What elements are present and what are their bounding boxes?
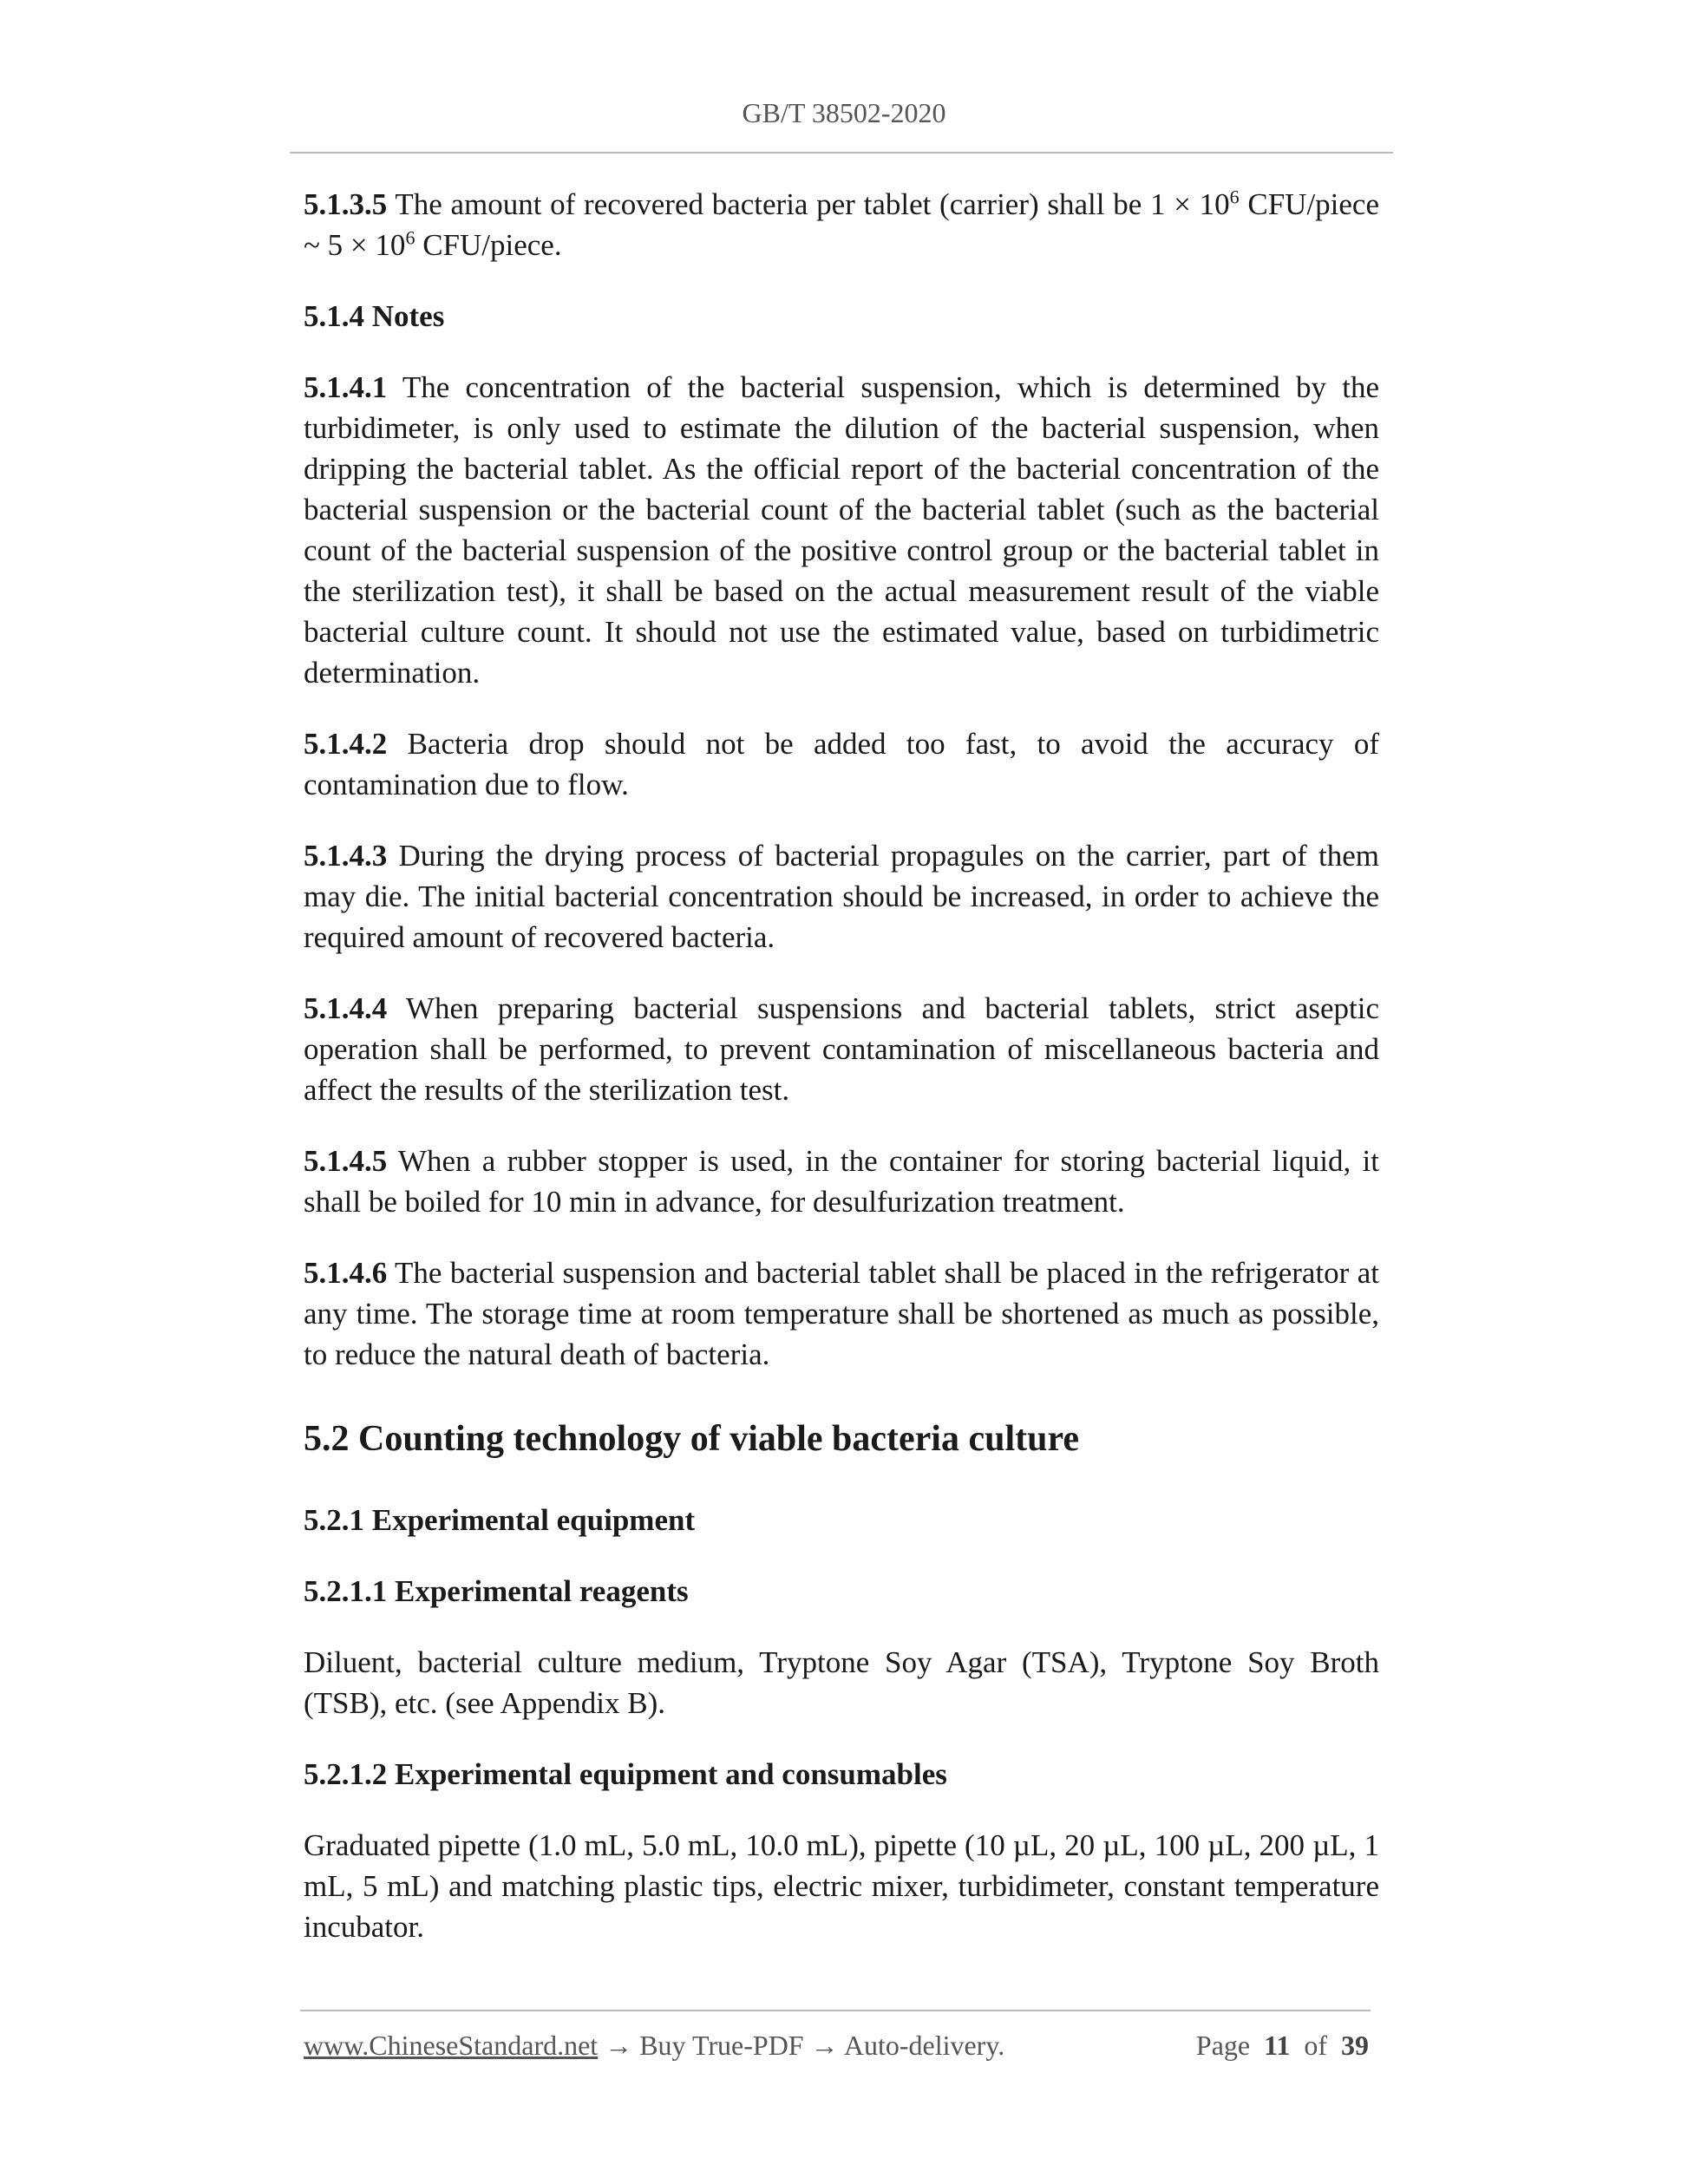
heading-5-2-1: 5.2.1 Experimental equipment	[304, 1503, 696, 1537]
clause-number: 5.1.4.2	[304, 727, 388, 761]
paragraph-text: The bacterial suspension and bacterial tablet shall be placed in the refrigerator at any time. The storage time at room temperature shall be shortened as much as possible, to reduce the natural death of bacteria.	[304, 1256, 1379, 1371]
heading-5-2-1-2: 5.2.1.2 Experimental equipment and consumables	[304, 1757, 947, 1791]
website-link[interactable]: www.ChineseStandard.net	[304, 2030, 599, 2061]
page-footer	[304, 2030, 1369, 2062]
arrow-right-icon: →	[803, 2030, 844, 2061]
paragraph-5-1-4-2	[304, 723, 1379, 805]
arrow-right-icon: →	[598, 2030, 640, 2061]
page-label: Page	[1195, 2030, 1251, 2061]
page-number: 11	[1264, 2030, 1291, 2061]
page-counter	[1196, 2030, 1369, 2062]
buy-pdf-text: Buy True-PDF	[639, 2030, 804, 2061]
paragraph-text: When preparing bacterial suspensions and bacterial tablets, strict aseptic operation shall be performed, to prevent contamination of miscellaneous bacteria and affect the results of the sterilization test.	[304, 991, 1379, 1107]
clause-number: 5.1.4.1	[304, 370, 388, 404]
paragraph-text: The amount of recovered bacteria per tablet (carrier) shall be 1 × 10	[387, 187, 1230, 221]
superscript: 6	[1229, 186, 1240, 208]
heading-5-2: 5.2 Counting technology of viable bacteria culture	[304, 1419, 1080, 1459]
paragraph-text: Bacteria drop should not be added too fast, to avoid the accuracy of contamination due to flow.	[304, 727, 1379, 801]
paragraph-5-1-4-3	[304, 835, 1379, 958]
paragraph-5-1-4-5	[304, 1141, 1379, 1222]
of-label: of	[1304, 2030, 1327, 2061]
paragraph-5-1-4-6	[304, 1252, 1379, 1375]
footer-divider	[300, 2010, 1371, 2011]
paragraph-5-1-3-5	[304, 184, 1379, 265]
page-total: 39	[1341, 2030, 1369, 2061]
paragraph-5-1-4-1	[304, 367, 1379, 693]
paragraph-text: CFU/piece ~ 5 × 10	[304, 187, 1379, 262]
heading-5-2-1-1: 5.2.1.1 Experimental reagents	[304, 1574, 689, 1608]
clause-number: 5.1.4.5	[304, 1144, 388, 1178]
clause-number: 5.1.4.6	[304, 1256, 388, 1290]
clause-number: 5.1.3.5	[304, 187, 388, 221]
clause-number: 5.1.4.3	[304, 839, 388, 873]
document-body	[304, 184, 1379, 1947]
paragraph-5-1-4-4	[304, 988, 1379, 1110]
paragraph-text: When a rubber stopper is used, in the container for storing bacterial liquid, it shall be boiled for 10 min in advance, for desulfurization treatment.	[304, 1144, 1379, 1219]
auto-delivery-text: Auto-delivery.	[843, 2030, 1005, 2061]
heading-5-1-4: 5.1.4 Notes	[304, 299, 445, 333]
paragraph-text: CFU/piece.	[415, 228, 562, 262]
paragraph-text: The concentration of the bacterial suspension, which is determined by the turbidimeter, is only used to estimate the dilution of the bacterial suspension, when dripping the bacterial tablet. As the official report of the bacterial concentration of the bacterial suspension or the bacterial count of the bacterial tablet (such as the bacterial count of the bacterial suspension of the positive control group or the bacterial tablet in the sterilization test), it shall be based on the actual measurement result of the viable bacterial culture count. It should not use the estimated value, based on turbidimetric determination.	[304, 370, 1379, 690]
superscript: 6	[405, 226, 415, 249]
paragraph-reagents: Diluent, bacterial culture medium, Tryptone Soy Agar (TSA), Tryptone Soy Broth (TSB), etc. (see Appendix B).	[304, 1645, 1379, 1720]
header-divider	[290, 152, 1393, 154]
clause-number: 5.1.4.4	[304, 991, 388, 1025]
page-header: GB/T 38502-2020	[742, 97, 946, 128]
paragraph-text: During the drying process of bacterial propagules on the carrier, part of them may die. The initial bacterial concentration should be increased, in order to achieve the required amount of recovered bacteria.	[304, 839, 1379, 954]
paragraph-equipment: Graduated pipette (1.0 mL, 5.0 mL, 10.0 mL), pipette (10 µL, 20 µL, 100 µL, 200 µL, 1 mL, 5 mL) and matching plastic tips, electric mixer, turbidimeter, constant temperature incubator.	[304, 1828, 1379, 1944]
